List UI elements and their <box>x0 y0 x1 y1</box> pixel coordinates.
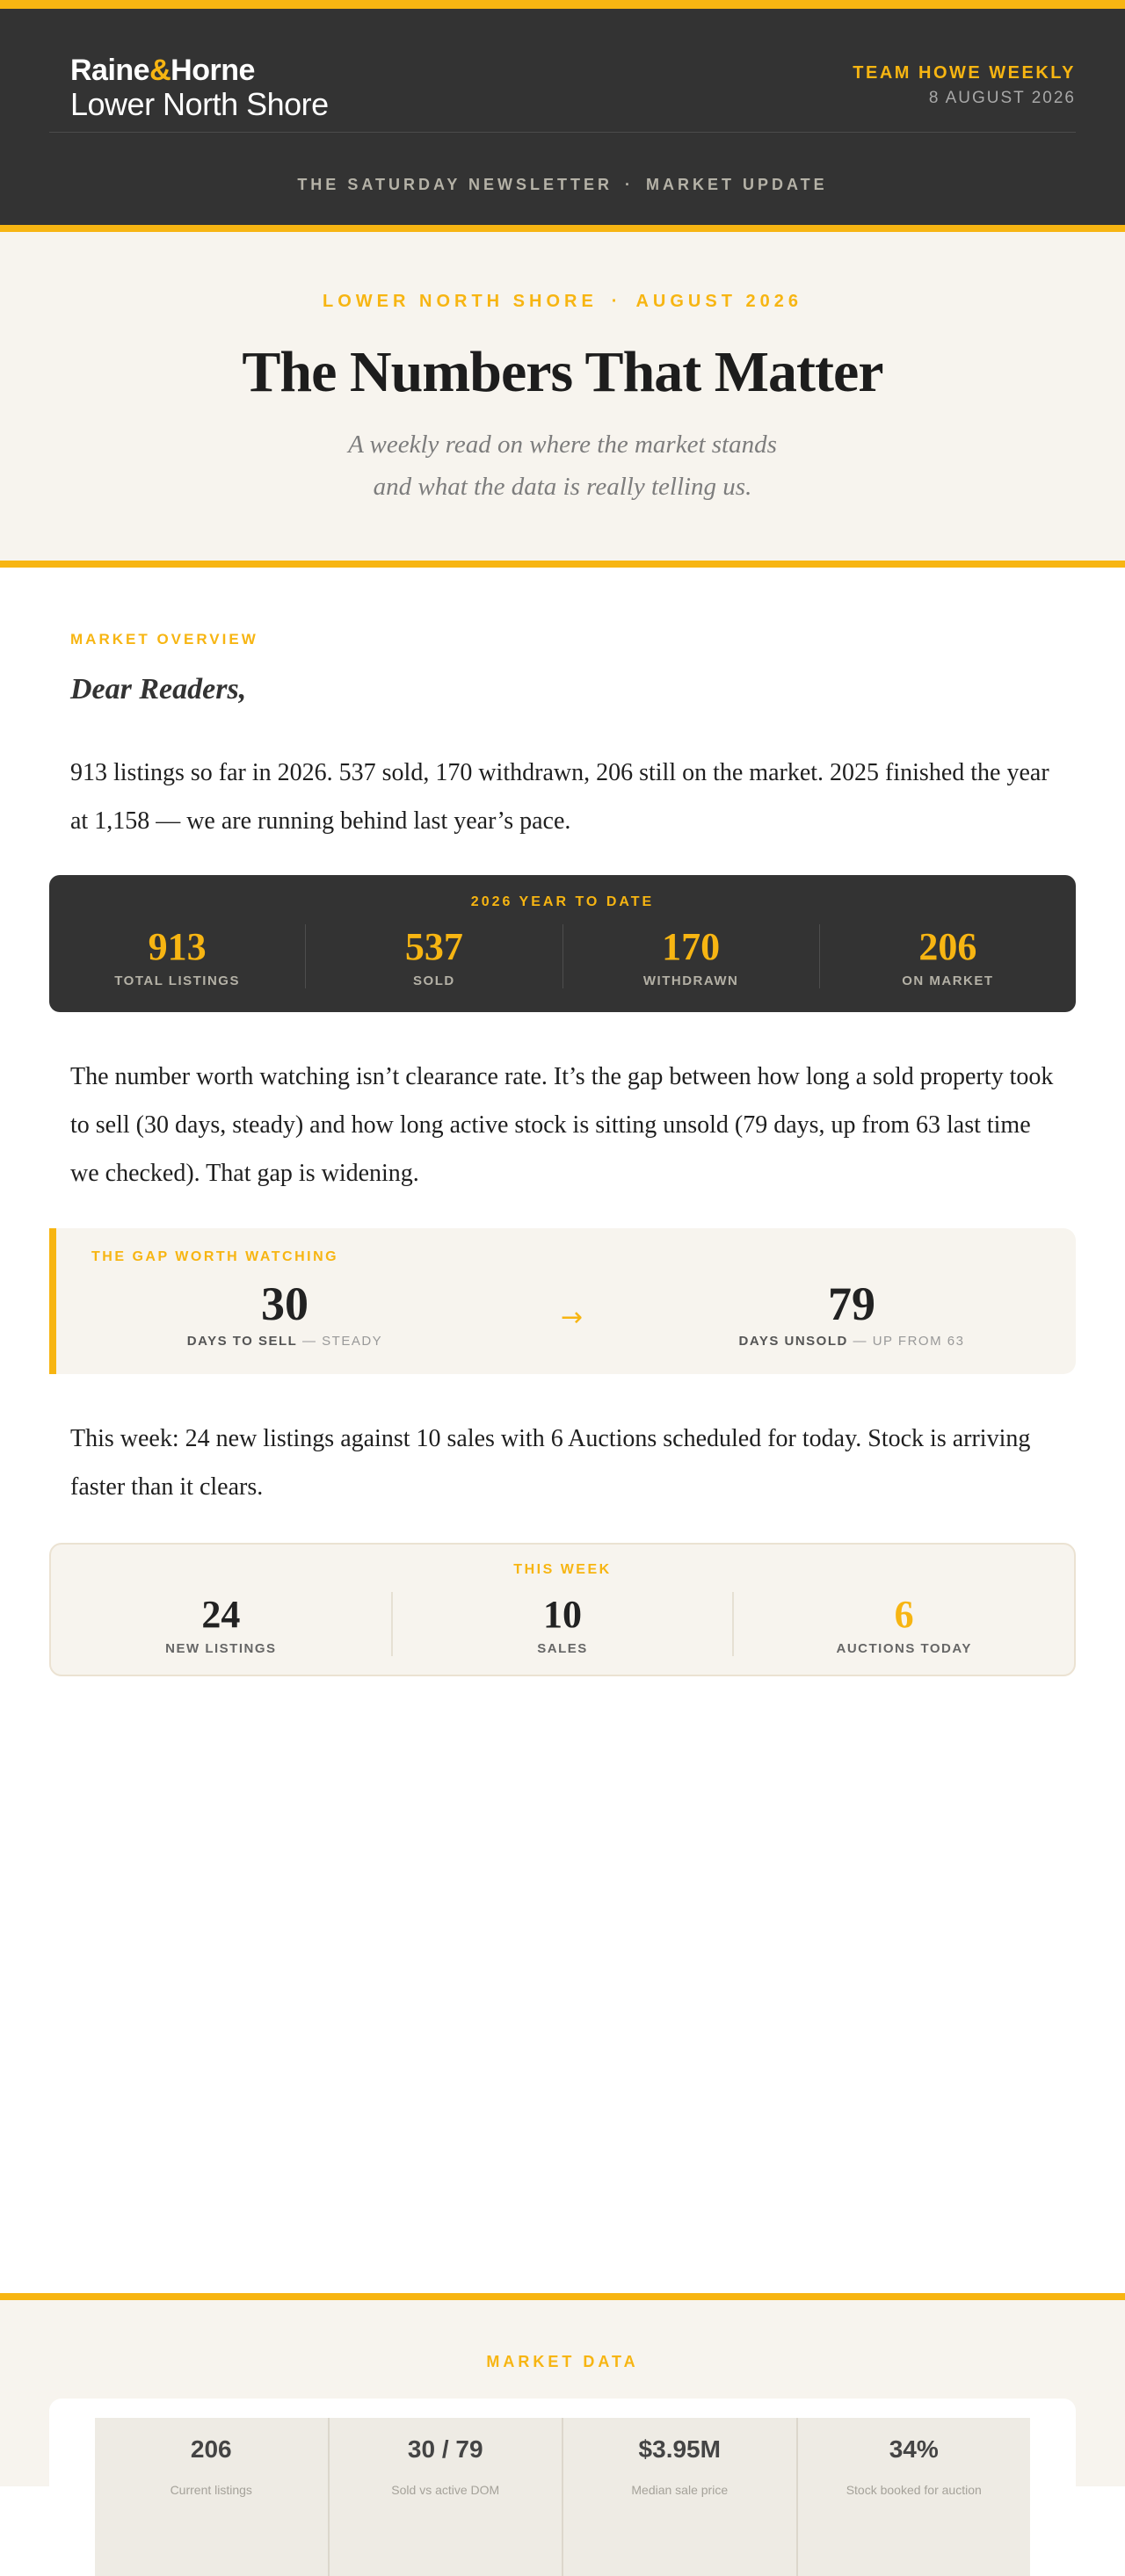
gap-left-label-text: DAYS TO SELL <box>186 1334 298 1349</box>
stat-value: 34% <box>889 2435 939 2463</box>
ytd-stat-sold <box>305 924 562 988</box>
hero-title: The Numbers That Matter <box>242 340 883 404</box>
stat-value: 206 <box>190 2435 232 2463</box>
stat-value: 6 <box>894 1593 914 1636</box>
header-divider <box>49 132 1076 133</box>
ytd-stat-withdrawn <box>562 924 819 988</box>
header-subtitle <box>0 176 1125 194</box>
newsletter-title: TEAM HOWE WEEKLY <box>853 63 1076 83</box>
week-stat-auctions-today <box>732 1592 1074 1656</box>
brand-name-horne: Horne <box>171 54 255 87</box>
stat-value: 537 <box>404 925 463 968</box>
stat-label: NEW LISTINGS <box>165 1641 277 1656</box>
market-data-card <box>49 2399 1076 2574</box>
gap-days-to-sell <box>171 1277 399 1349</box>
market-stat-dom <box>328 2418 562 2576</box>
stat-value: $3.95M <box>638 2435 721 2463</box>
this-week-box <box>49 1543 1076 1676</box>
market-data-title: MARKET DATA <box>486 2353 639 2370</box>
ytd-stat-row <box>49 924 1076 988</box>
stat-label: Sold vs active DOM <box>391 2483 500 2497</box>
overview-paragraph-2: The number worth watching isn’t clearance rate. It’s the gap between how long a sold property took to sell (30 days, steady) and how long active stock is sitting unsold (79 days, up from 63 last time we checked). That gap is widening. <box>70 1063 1054 1187</box>
stat-value: 24 <box>201 1593 241 1636</box>
market-stat-auction-share <box>796 2418 1031 2576</box>
hero-subtitle-line-1: A weekly read on where the market stands <box>348 431 777 459</box>
stat-label: SOLD <box>413 973 455 988</box>
hero-kicker-date: AUGUST 2026 <box>635 292 802 311</box>
newsletter-date: 8 AUGUST 2026 <box>928 89 1076 107</box>
stat-value: 913 <box>148 925 207 968</box>
stat-label: TOTAL LISTINGS <box>114 973 240 988</box>
market-data-stat-row <box>95 2418 1030 2576</box>
hero-kicker-separator: · <box>611 292 622 311</box>
market-stat-current-listings <box>95 2418 328 2576</box>
arrow-right-icon: → <box>561 1302 584 1333</box>
stat-label: Stock booked for auction <box>846 2483 982 2497</box>
stat-label: ON MARKET <box>902 973 994 988</box>
gap-left-label <box>171 1334 399 1349</box>
gap-title: THE GAP WORTH WATCHING <box>91 1249 339 1264</box>
hero-kicker <box>0 292 1125 312</box>
header-subtitle-right: MARKET UPDATE <box>646 176 828 193</box>
office-name: Lower North Shore <box>70 86 329 122</box>
stat-label: Median sale price <box>631 2483 729 2497</box>
ytd-stats-box <box>49 875 1076 1012</box>
market-stat-median-price <box>562 2418 796 2576</box>
gap-right-value: 79 <box>828 1277 875 1330</box>
market-data-section <box>0 2293 1125 2497</box>
gap-left-value: 30 <box>261 1277 308 1330</box>
header-subtitle-left: THE SATURDAY NEWSLETTER <box>297 176 613 193</box>
gap-right-note: — UP FROM 63 <box>853 1334 965 1349</box>
brand-name-raine: Raine <box>70 54 150 87</box>
gap-right-label-text: DAYS UNSOLD <box>738 1334 848 1349</box>
hero-subtitle <box>0 423 1125 508</box>
brand-ampersand: & <box>149 54 171 87</box>
stat-label: WITHDRAWN <box>642 973 739 988</box>
section-label: MARKET OVERVIEW <box>70 631 258 648</box>
stat-label: AUCTIONS TODAY <box>836 1641 972 1656</box>
header-subtitle-separator: · <box>625 176 634 193</box>
hero-subtitle-line-2: and what the data is really telling us. <box>373 473 752 501</box>
stat-value: 30 / 79 <box>407 2435 483 2463</box>
gap-callout-box <box>49 1228 1076 1374</box>
newsletter-masthead <box>853 63 1076 108</box>
hero-kicker-region: LOWER NORTH SHORE <box>323 292 598 311</box>
gap-right-label <box>720 1334 983 1349</box>
ytd-title: 2026 YEAR TO DATE <box>470 894 655 909</box>
this-week-stat-row <box>51 1592 1074 1656</box>
greeting: Dear Readers, <box>70 673 247 706</box>
stat-label: Current listings <box>170 2483 252 2497</box>
stat-value: 206 <box>918 925 977 968</box>
hero-section <box>0 232 1125 568</box>
newsletter-header <box>0 0 1125 232</box>
ytd-stat-on-market <box>819 924 1076 988</box>
stat-label: SALES <box>537 1641 588 1656</box>
gap-left-note: — STEADY <box>302 1334 383 1349</box>
ytd-stat-total-listings <box>49 924 305 988</box>
week-stat-new-listings <box>51 1592 391 1656</box>
stat-value: 170 <box>662 925 721 968</box>
overview-paragraph-1: 913 listings so far in 2026. 537 sold, 170 withdrawn, 206 still on the market. 2025 finished the year at 1,158 — we are running behind last year’s pace. <box>70 759 1049 835</box>
this-week-title: THIS WEEK <box>513 1562 612 1577</box>
week-stat-sales <box>391 1592 733 1656</box>
brand-logo[interactable] <box>70 53 329 121</box>
gap-days-unsold <box>720 1277 983 1349</box>
stat-value: 10 <box>543 1593 582 1636</box>
brand-name <box>70 53 329 88</box>
overview-paragraph-3: This week: 24 new listings against 10 sales with 6 Auctions scheduled for today. Stock is arriving faster than it clears. <box>70 1425 1031 1501</box>
